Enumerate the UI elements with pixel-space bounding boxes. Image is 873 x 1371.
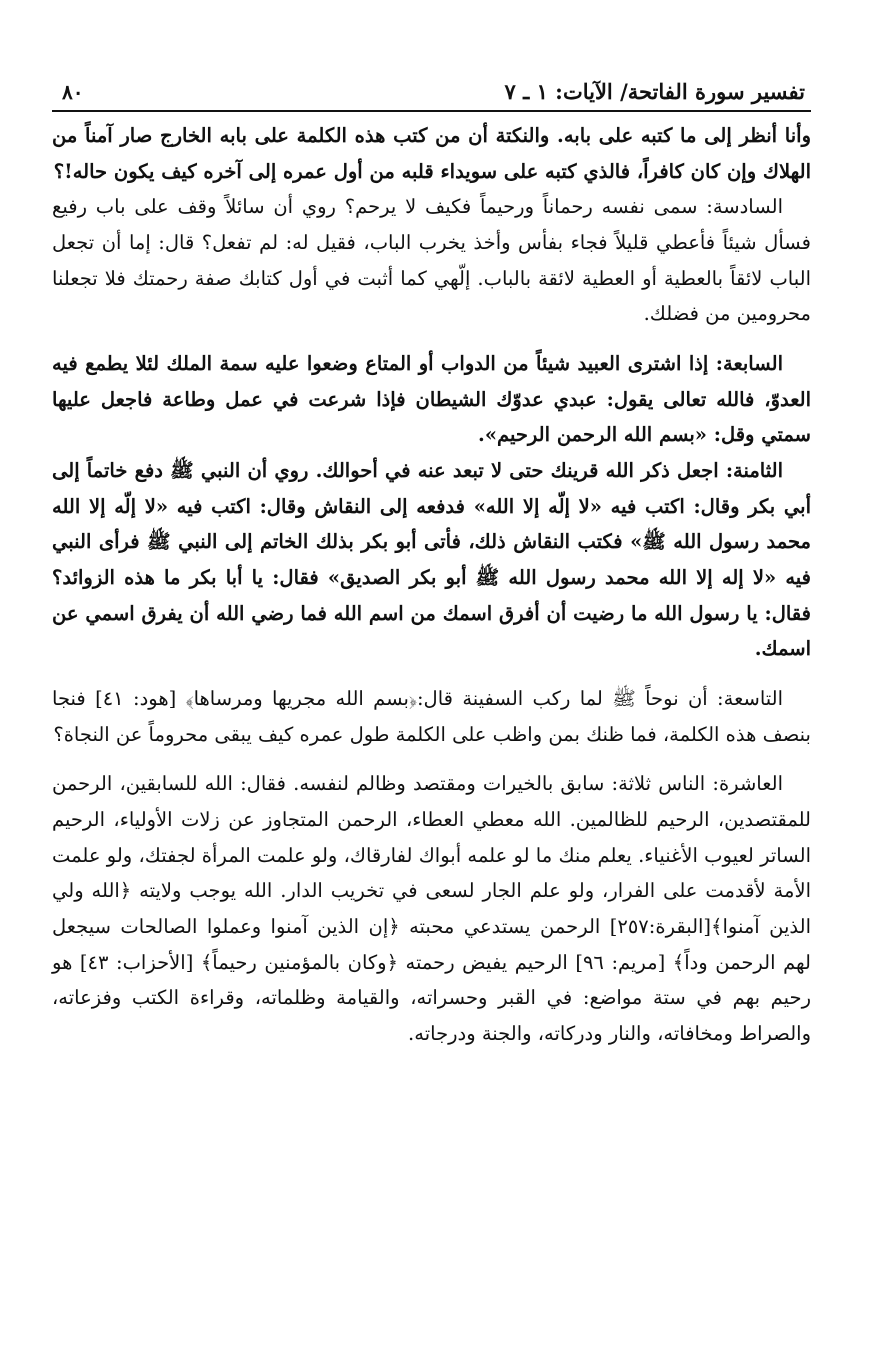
paragraph-sixth: السادسة: سمى نفسه رحماناً ورحيماً فكيف لا يرحم؟ روي أن سائلاً وقف على باب رفيع فسأل شيئاً فأعطي قليلاً فجاء بفأس وأخذ يخرب الباب، فقيل له: لم تفعل؟ قال: إما أن تجعل الباب لائقاً بالعطية أو العطية لائقة بالباب. إلّهي كما أثبت في أول كتابك صفة رحمتك فلا تجعلنا محرومين من فضلك. xyxy=(52,195,811,326)
paragraph-continuation: وأنا أنظر إلى ما كتبه على بابه. والنكتة أن من كتب هذه الكلمة على بابه الخارج صار آمناً من الهلاك وإن كان كافراً، فالذي كتبه على سويداء قلبه من أول عمره إلى آخره كيف يكون حاله!؟ xyxy=(52,124,811,183)
paragraph-seventh: السابعة: إذا اشترى العبيد شيئاً من الدواب أو المتاع وضعوا عليه سمة الملك لئلا يطمع فيه العدوّ، فالله تعالى يقول: عبدي عدوّك الشيطان فإذا شرعت في عمل وطاعة فاجعل عليها سمتي وقل: «بسم الله الرحمن الرحيم». xyxy=(52,352,811,447)
page-header xyxy=(52,70,811,112)
running-title: تفسير سورة الفاتحة/ الآيات: ١ ـ ٧ xyxy=(504,79,805,104)
paragraph-eighth: الثامنة: اجعل ذكر الله قرينك حتى لا تبعد عنه في أحوالك. روي أن النبي ﷺ دفع خاتماً إلى أبي بكر وقال: اكتب فيه «لا إلّه إلا الله» فدفعه إلى النقاش وقال: اكتب فيه «لا إلّه إلا الله محمد رسول الله ﷺ» فكتب النقاش ذلك، فأتى أبو بكر بذلك الخاتم إلى النبي ﷺ فرأى النبي فيه «لا إله إلا الله محمد رسول الله ﷺ أبو بكر الصديق» فقال: يا أبا بكر ما هذه الزوائد؟ فقال: يا رسول الله ما رضيت أن أفرق اسمك من اسم الله فما رضي الله أن يفرق اسمي عن اسمك. xyxy=(52,459,811,661)
page-number: ٨٠ xyxy=(62,80,84,104)
paragraph-tenth: العاشرة: الناس ثلاثة: سابق بالخيرات ومقتصد وظالم لنفسه. فقال: الله للسابقين، الرحمن للمقتصدين، الرحيم للظالمين. الله معطي العطاء، الرحمن المتجاوز عن زلات الأولياء، الرحيم الساتر لعيوب الأغنياء. يعلم منك ما لو علمه أبواك لفارقاك، ولو علمت المرأة لجفتك، ولو علمت الأمة لأقدمت على الفرار، ولو علم الجار لسعى في تخريب الدار. الله يوجب ولايته ﴿الله ولي الذين آمنوا﴾[البقرة:٢٥٧] الرحمن يستدعي محبته ﴿إن الذين آمنوا وعملوا الصالحات سيجعل لهم الرحمن وداً﴾ [مريم: ٩٦] الرحيم يفيض رحمته ﴿وكان بالمؤمنين رحيماً﴾ [الأحزاب: ٤٣] هو رحيم بهم في ستة مواضع: في القبر وحسراته، والقيامة وظلماته، وقراءة الكتب وفزعاته، والصراط ومخافاته، والنار ودركاته، والجنة ودرجاته. xyxy=(52,772,812,1046)
page-body xyxy=(52,118,811,1052)
paragraph-ninth: التاسعة: أن نوحاً ﷺ لما ركب السفينة قال:﴿بسم الله مجريها ومرساها﴾ [هود: ٤١] فنجا بنصف هذه الكلمة، فما ظنك بمن واظب على الكلمة طول عمره كيف يبقى محروماً عن النجاة؟ xyxy=(52,687,811,746)
